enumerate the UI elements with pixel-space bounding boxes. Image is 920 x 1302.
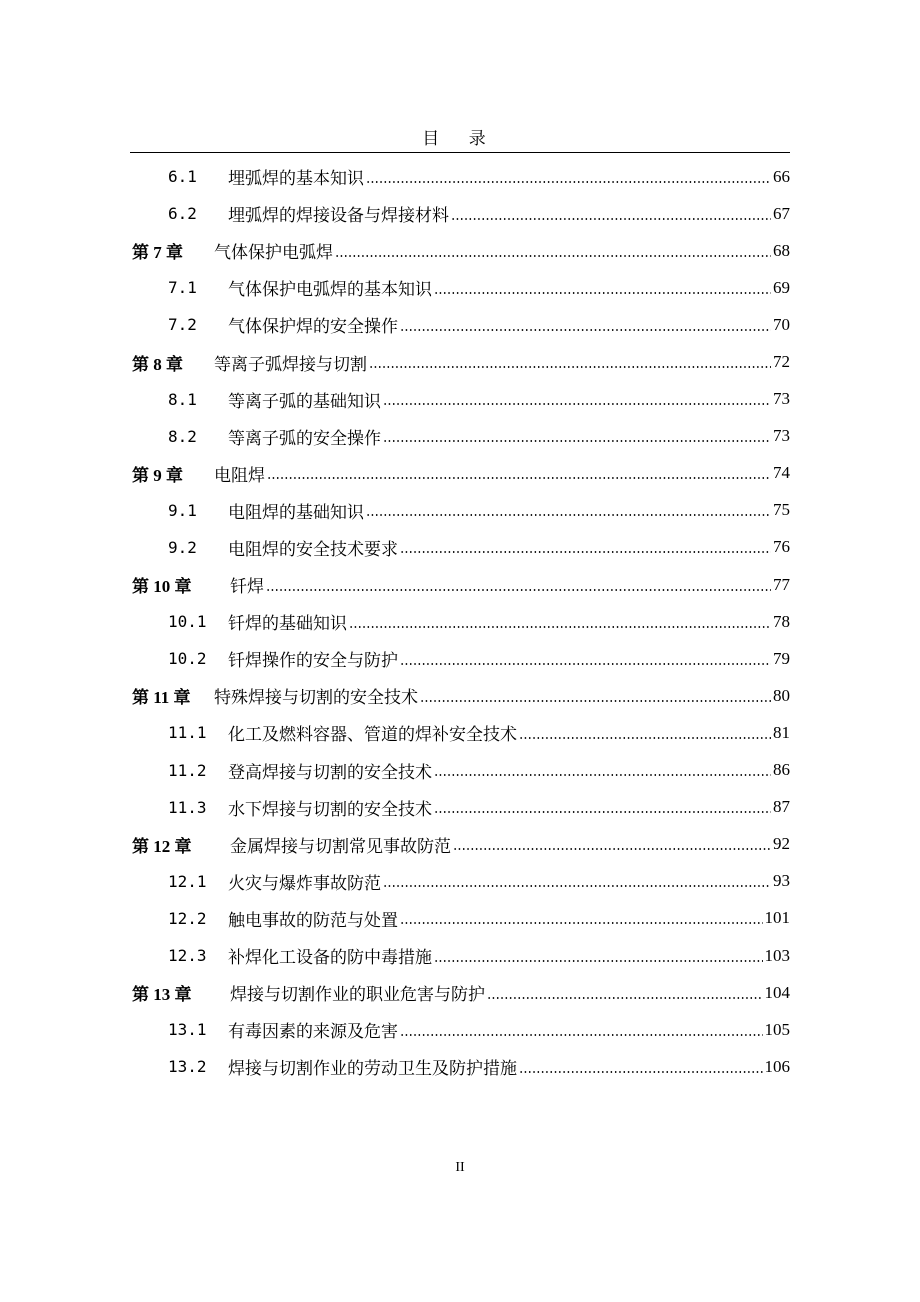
toc-entry-page: 92	[773, 834, 790, 854]
toc-entry-title: 特殊焊接与切割的安全技术	[214, 688, 418, 709]
dot-leader	[400, 663, 771, 665]
toc-entry-title: 钎焊操作的安全与防护	[228, 651, 398, 672]
toc-entry-title: 等离子弧的基础知识	[228, 391, 381, 412]
toc-entry[interactable]	[130, 343, 790, 380]
toc-entry-page: 86	[773, 760, 790, 780]
toc-entry[interactable]	[130, 1048, 790, 1085]
toc-entry[interactable]	[130, 1011, 790, 1048]
dot-leader	[366, 181, 771, 183]
toc-entry-page: 72	[773, 352, 790, 372]
dot-leader	[434, 811, 771, 813]
toc-entry-title: 水下焊接与切割的安全技术	[228, 799, 432, 820]
toc-entry[interactable]	[130, 752, 790, 789]
toc-entry-number: 8.2	[168, 426, 197, 446]
toc-entry-title: 等离子弧的安全操作	[228, 428, 381, 449]
header-rule	[130, 152, 790, 153]
toc-entry-page: 75	[773, 500, 790, 520]
toc-entry[interactable]	[130, 418, 790, 455]
dot-leader	[383, 440, 771, 442]
toc-entry-title: 电阻焊的基础知识	[228, 502, 364, 523]
toc-entry[interactable]	[130, 492, 790, 529]
toc-entry-page: 79	[773, 648, 790, 668]
toc-entry-title: 火灾与爆炸事故防范	[228, 873, 381, 894]
toc-entry-number: 13.2	[168, 1057, 207, 1077]
page-number: II	[455, 1160, 465, 1175]
toc-entry-number: 9.2	[168, 537, 197, 557]
toc-entry-page: 78	[773, 611, 790, 631]
toc-entry-page: 69	[773, 277, 790, 297]
toc-entry[interactable]	[130, 306, 790, 343]
toc-entry-page: 101	[764, 908, 790, 928]
toc-entry-page: 105	[764, 1019, 790, 1039]
toc-entry-title: 化工及燃料容器、管道的焊补安全技术	[228, 725, 517, 746]
toc-entry-page: 70	[773, 314, 790, 334]
dot-leader	[383, 885, 771, 887]
toc-entry[interactable]	[130, 529, 790, 566]
dot-leader	[400, 1034, 763, 1036]
toc-entry[interactable]	[130, 863, 790, 900]
toc-entry-page: 73	[773, 389, 790, 409]
toc-entry-number: 第 9 章	[132, 465, 183, 485]
toc-entry[interactable]	[130, 900, 790, 937]
toc-entry-title: 钎焊的基础知识	[228, 614, 347, 635]
toc-entry-title: 触电事故的防范与处置	[228, 910, 398, 931]
toc-entry[interactable]	[130, 566, 790, 603]
toc-entry-page: 74	[773, 463, 790, 483]
dot-leader	[519, 1071, 763, 1073]
toc-entry[interactable]	[130, 603, 790, 640]
toc-entry-title: 埋弧焊的基本知识	[228, 169, 364, 190]
dot-leader	[349, 626, 771, 628]
toc-entry-page: 80	[773, 685, 790, 705]
toc-entry-number: 第 10 章	[132, 577, 192, 597]
toc-entry-title: 焊接与切割作业的职业危害与防护	[230, 985, 485, 1006]
dot-leader	[267, 477, 771, 479]
dot-leader	[453, 848, 771, 850]
toc-entry-page: 77	[773, 574, 790, 594]
dot-leader	[519, 737, 771, 739]
toc-entry-number: 12.3	[168, 946, 207, 966]
toc-entry[interactable]	[130, 826, 790, 863]
dot-leader	[266, 589, 771, 591]
toc-entry-title: 登高焊接与切割的安全技术	[228, 762, 432, 783]
dot-leader	[400, 329, 771, 331]
toc-entry-title: 焊接与切割作业的劳动卫生及防护措施	[228, 1059, 517, 1080]
toc-entry[interactable]	[130, 232, 790, 269]
dot-leader	[335, 255, 771, 257]
toc-entry-number: 第 13 章	[132, 985, 192, 1005]
toc-entry[interactable]	[130, 974, 790, 1011]
toc-entry[interactable]	[130, 455, 790, 492]
dot-leader	[400, 922, 763, 924]
toc-entry-title: 金属焊接与切割常见事故防范	[230, 836, 451, 857]
toc-entry-title: 钎焊	[230, 577, 264, 598]
toc-entry-number: 6.2	[168, 204, 197, 224]
toc-entry[interactable]	[130, 789, 790, 826]
dot-leader	[434, 960, 763, 962]
toc-entry-page: 76	[773, 537, 790, 557]
toc-entry-number: 9.1	[168, 500, 197, 520]
toc-entry-number: 7.2	[168, 315, 197, 335]
toc-entry[interactable]	[130, 269, 790, 306]
toc-entry-number: 11.2	[168, 760, 207, 780]
toc-entry-number: 12.1	[168, 871, 207, 891]
toc-entry-title: 气体保护电弧焊	[214, 243, 333, 264]
toc-entry-title: 等离子弧焊接与切割	[214, 354, 367, 375]
toc-entry-number: 第 11 章	[132, 688, 191, 708]
dot-leader	[451, 218, 771, 220]
toc-entry[interactable]	[130, 714, 790, 751]
toc-entry-title: 电阻焊	[214, 465, 265, 486]
toc-entry-title: 埋弧焊的焊接设备与焊接材料	[228, 206, 449, 227]
toc-entry-number: 第 8 章	[132, 354, 183, 374]
toc-entry-number: 11.3	[168, 797, 207, 817]
toc-entry-page: 81	[773, 722, 790, 742]
toc-entry[interactable]	[130, 640, 790, 677]
toc-entry[interactable]	[130, 195, 790, 232]
toc-entry-title: 有毒因素的来源及危害	[228, 1022, 398, 1043]
toc-entry-page: 103	[764, 945, 790, 965]
toc-entry-page: 87	[773, 797, 790, 817]
dot-leader	[434, 292, 771, 294]
toc-entry[interactable]	[130, 937, 790, 974]
toc-entry-title: 补焊化工设备的防中毒措施	[228, 948, 432, 969]
toc-entry-number: 第 12 章	[132, 836, 192, 856]
toc-entry-number: 10.2	[168, 649, 207, 669]
toc-entry-number: 10.1	[168, 612, 207, 632]
toc-entry-title: 电阻焊的安全技术要求	[228, 539, 398, 560]
toc-entry[interactable]	[130, 158, 790, 195]
toc-entry-page: 73	[773, 426, 790, 446]
dot-leader	[383, 403, 771, 405]
table-of-contents	[130, 158, 790, 1085]
toc-entry-number: 6.1	[168, 167, 197, 187]
toc-entry-page: 93	[773, 871, 790, 891]
toc-entry-number: 13.1	[168, 1020, 207, 1040]
toc-entry-page: 106	[764, 1056, 790, 1076]
toc-entry-page: 68	[773, 240, 790, 260]
toc-entry-number: 7.1	[168, 278, 197, 298]
dot-leader	[434, 774, 771, 776]
dot-leader	[366, 514, 771, 516]
toc-entry-title: 气体保护焊的安全操作	[228, 317, 398, 338]
toc-entry[interactable]	[130, 381, 790, 418]
toc-entry-title: 气体保护电弧焊的基本知识	[228, 280, 432, 301]
page-header-title: 目 录	[422, 129, 498, 149]
toc-entry-number: 11.1	[168, 723, 207, 743]
dot-leader	[369, 366, 771, 368]
toc-entry-number: 第 7 章	[132, 243, 183, 263]
dot-leader	[420, 700, 771, 702]
toc-entry-page: 66	[773, 166, 790, 186]
dot-leader	[487, 997, 763, 999]
dot-leader	[400, 551, 771, 553]
toc-entry[interactable]	[130, 677, 790, 714]
toc-entry-page: 104	[764, 982, 790, 1002]
toc-entry-page: 67	[773, 203, 790, 223]
toc-entry-number: 8.1	[168, 389, 197, 409]
toc-entry-number: 12.2	[168, 908, 207, 928]
